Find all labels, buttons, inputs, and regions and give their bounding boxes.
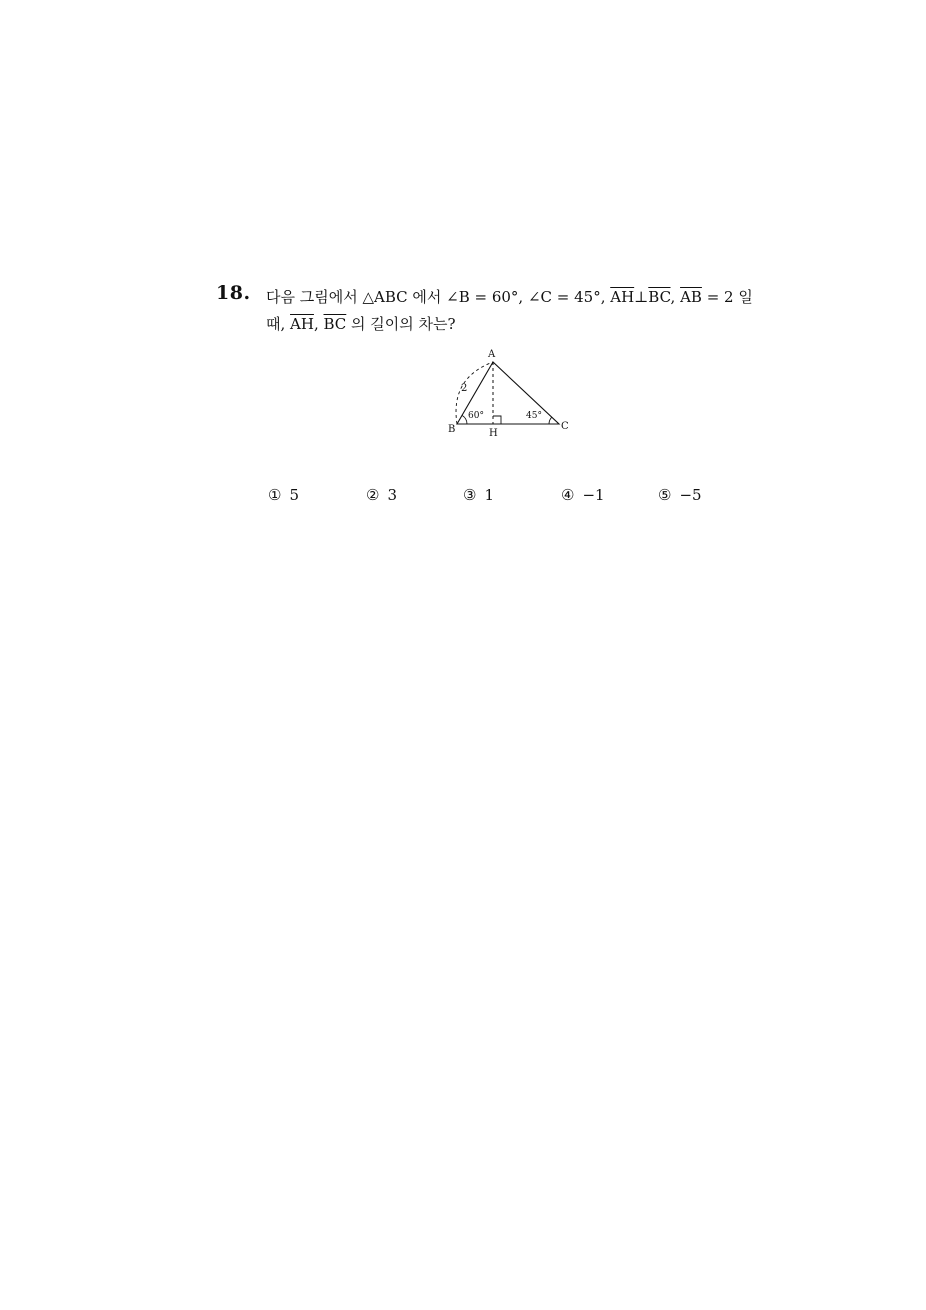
label-b: B — [448, 424, 456, 435]
segment-ah: $\overline{AH}$ — [610, 288, 635, 306]
label-h: H — [489, 428, 498, 439]
choice-1-mark: ① — [268, 486, 282, 504]
answer-choices — [268, 486, 728, 510]
label-ab-length: 2 — [461, 383, 468, 394]
question-number: 18. — [216, 282, 251, 304]
choice-4-value: −1 — [582, 486, 605, 504]
label-angle-c: 45° — [526, 411, 542, 421]
angle-b-arc — [462, 415, 467, 424]
angle-c-arc — [549, 417, 552, 424]
choice-4[interactable] — [561, 486, 605, 504]
segment-bc: $\overline{BC}$ — [648, 288, 671, 306]
separator: , — [670, 288, 681, 306]
question-text — [266, 284, 776, 338]
choice-5[interactable] — [658, 486, 702, 504]
question-line2-suffix: 의 길이의 차는? — [346, 315, 456, 333]
choice-3[interactable] — [463, 486, 494, 504]
segment-ab: $\overline{AB}$ — [680, 288, 702, 306]
separator-2: , — [313, 315, 324, 333]
question-line1-prefix: 다음 그림에서 △ABC 에서 ∠B = 60°, ∠C = 45°, — [266, 288, 611, 306]
choice-3-value: 1 — [484, 486, 494, 504]
label-a: A — [488, 349, 496, 360]
choice-5-value: −5 — [679, 486, 702, 504]
triangle-diagram — [436, 344, 576, 444]
triangle-figure — [436, 344, 576, 444]
segment-bc-2: $\overline{BC}$ — [323, 315, 347, 333]
question-line1-suffix: = 2 일 — [701, 288, 753, 306]
segment-ah-2: $\overline{AH}$ — [290, 315, 314, 333]
choice-2-value: 3 — [387, 486, 397, 504]
label-c: C — [561, 421, 569, 432]
perpendicular-symbol: ⊥ — [634, 288, 649, 306]
choice-5-mark: ⑤ — [658, 486, 672, 504]
question-line2-prefix: 때, — [266, 315, 291, 333]
choice-4-mark: ④ — [561, 486, 575, 504]
label-angle-b: 60° — [468, 411, 484, 421]
choice-3-mark: ③ — [463, 486, 477, 504]
choice-1-value: 5 — [289, 486, 299, 504]
choice-2[interactable] — [366, 486, 397, 504]
choice-2-mark: ② — [366, 486, 380, 504]
choice-1[interactable] — [268, 486, 299, 504]
right-angle-mark — [493, 416, 501, 424]
